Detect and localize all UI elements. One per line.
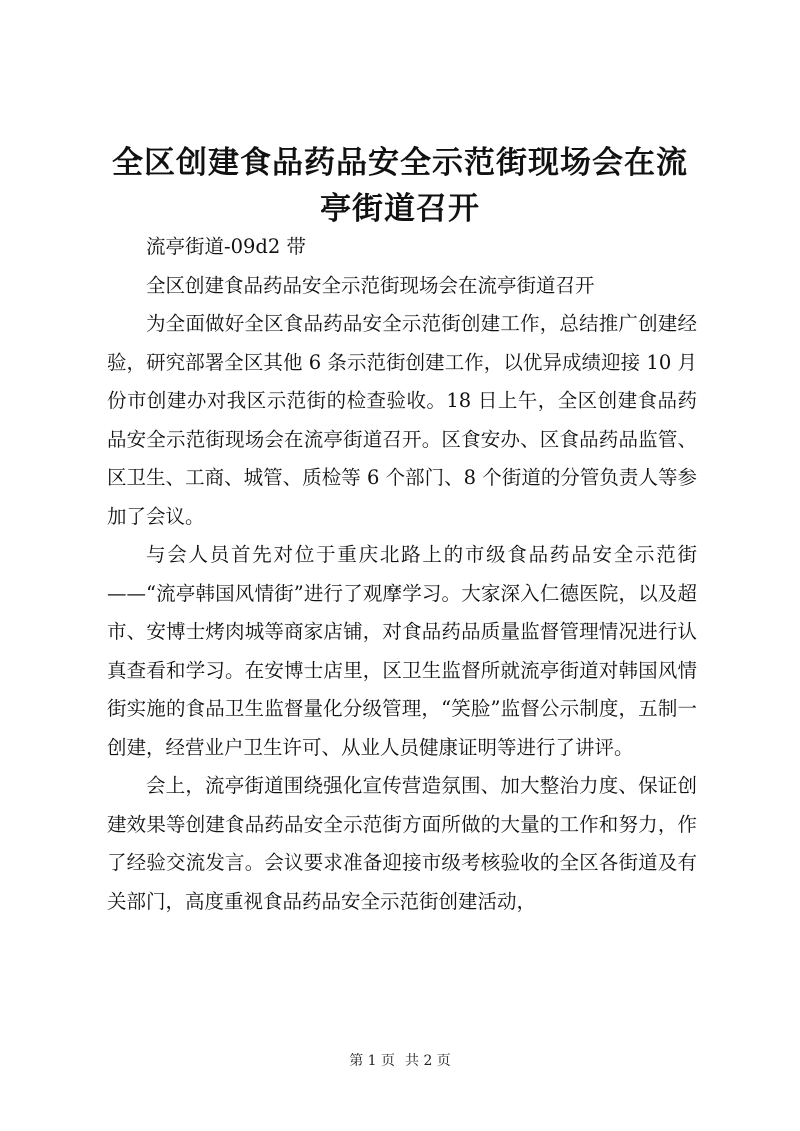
paragraph-meeting: 会上，流亭街道围绕强化宣传营造氛围、加大整治力度、保证创建效果等创建食品药品安全示范街方面所做的大量的工作和努力，作了经验交流发言。会议要求准备迎接市级考核验收的全区各街道及有关部门，高度重视食品药品安全示范街创建活动， [107,774,697,913]
document-body [107,228,697,921]
paragraph-headline: 全区创建食品药品安全示范街现场会在流亭街道召开 [146,273,595,297]
paragraph-intro: 为全面做好全区食品药品安全示范街创建工作，总结推广创建经验，研究部署全区其他 6 条示范街创建工作，以优异成绩迎接 10 月份市创建办对我区示范街的检查验收。18 日上午，全区创建食品药品安全示范街现场会在流亭街道召开。区食安办、区食品药品监管、区卫生、工商、城管、质检等 6 个部门、8 个街道的分管负责人等参加了会议。 [107,312,697,528]
page-number: 第 1 页 [349,1053,395,1069]
page-total: 共 2 页 [405,1053,451,1069]
paragraph-visit: 与会人员首先对位于重庆北路上的市级食品药品安全示范街——“流亭韩国风情街”进行了观摩学习。大家深入仁德医院，以及超市、安博士烤肉城等商家店铺，对食品药品质量监督管理情况进行认真查看和学习。在安博士店里，区卫生监督所就流亭街道对韩国风情街实施的食品卫生监督量化分级管理，“笑脸”监督公示制度，五制一创建，经营业户卫生许可、从业人员健康证明等进行了讲评。 [107,543,697,759]
document-title: 全区创建食品药品安全示范街现场会在流亭街道召开 [112,145,688,227]
page-footer [0,1050,800,1070]
paragraph-source: 流亭街道-09d2 带 [146,235,306,258]
